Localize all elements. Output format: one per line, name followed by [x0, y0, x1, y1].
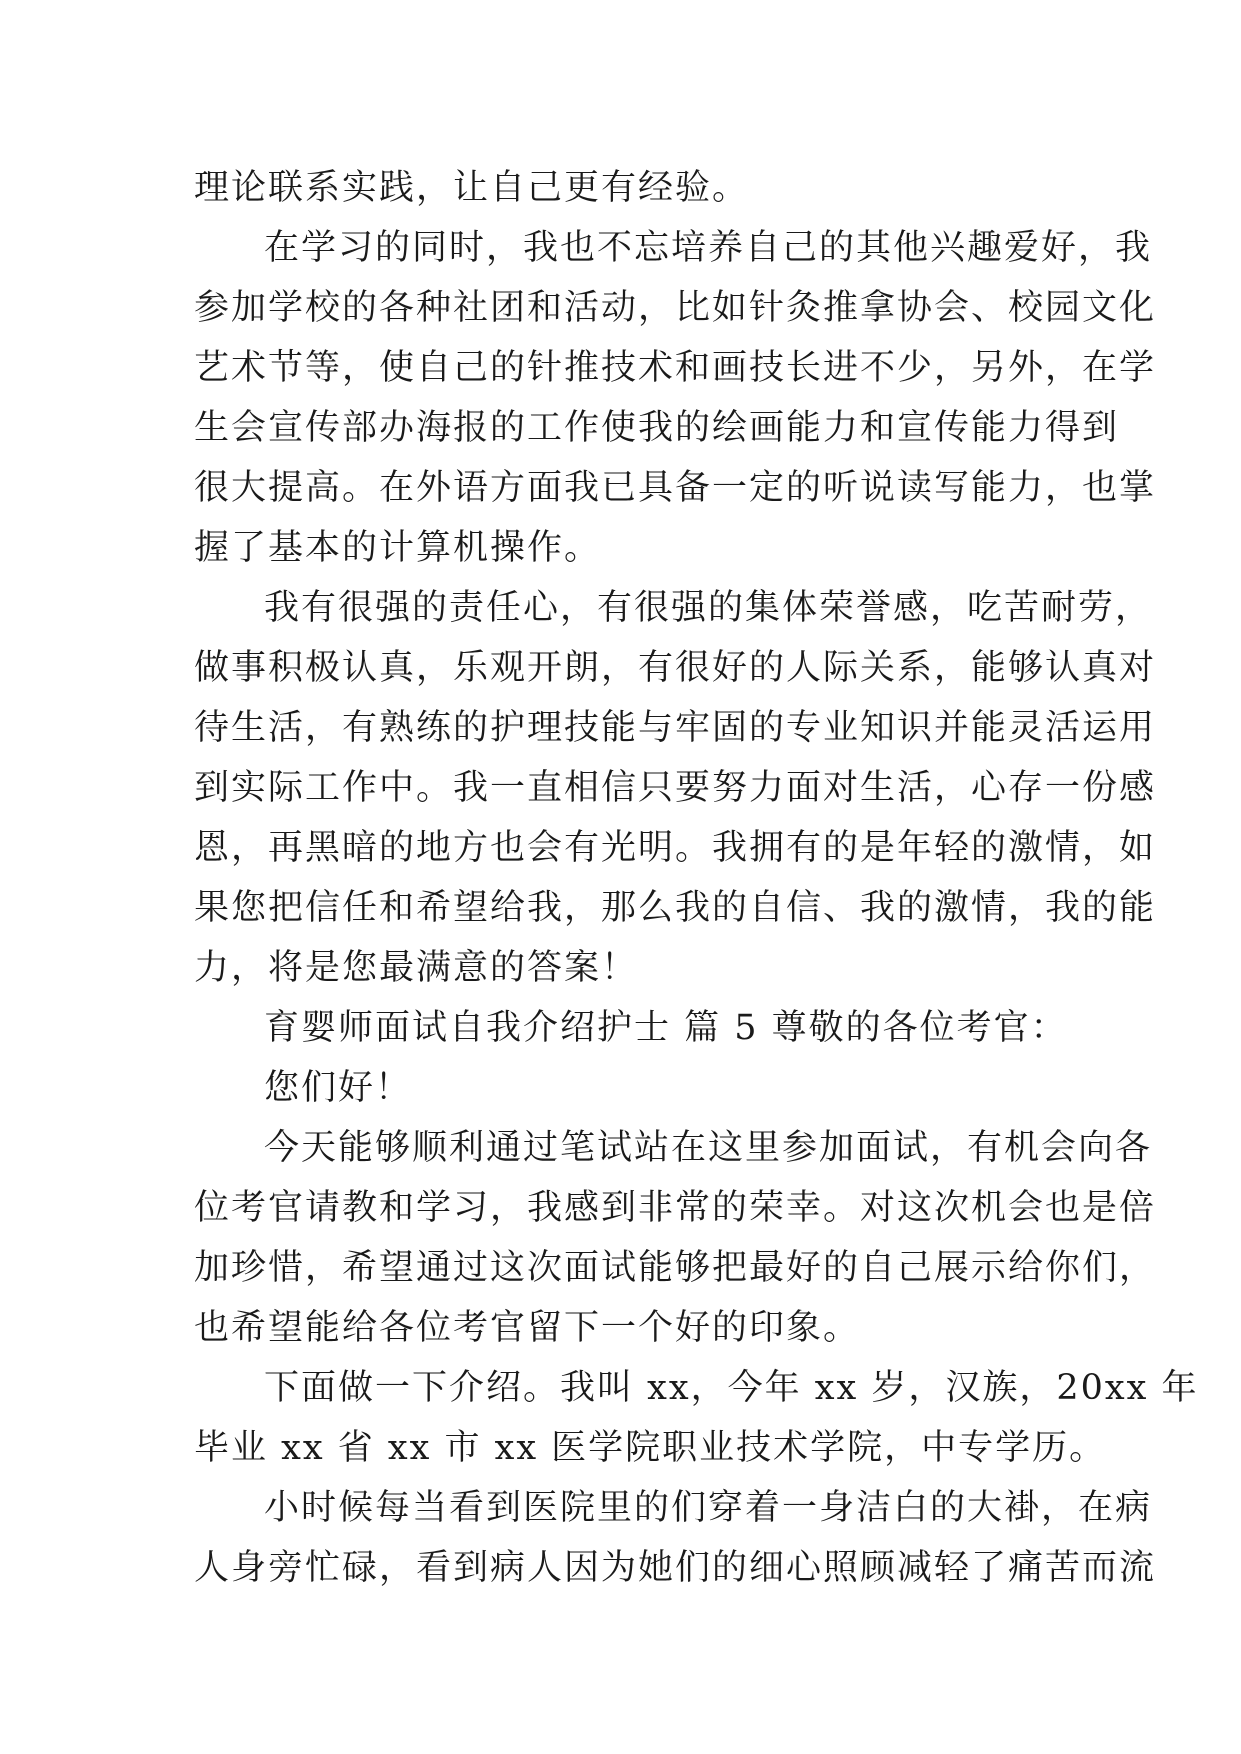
text-line: 果您把信任和希望给我，那么我的自信、我的激情，我的能 — [194, 888, 1157, 928]
text-line: 今天能够顺利通过笔试站在这里参加面试，有机会向各 — [264, 1128, 1153, 1168]
text-line: 位考官请教和学习，我感到非常的荣幸。对这次机会也是倍 — [194, 1188, 1157, 1228]
text-line: 您们好！ — [264, 1068, 413, 1108]
text-line: 也希望能给各位考官留下一个好的印象。 — [194, 1308, 861, 1348]
text-line: 到实际工作中。我一直相信只要努力面对生活，心存一份感 — [194, 768, 1157, 808]
text-line: 毕业 xx 省 xx 市 xx 医学院职业技术学院，中专学历。 — [194, 1428, 1107, 1468]
text-line: 做事积极认真，乐观开朗，有很好的人际关系，能够认真对 — [194, 648, 1157, 688]
text-line: 加珍惜，希望通过这次面试能够把最好的自己展示给你们， — [194, 1248, 1157, 1288]
text-line: 艺术节等，使自己的针推技术和画技长进不少，另外，在学 — [194, 348, 1157, 388]
text-line: 待生活，有熟练的护理技能与牢固的专业知识并能灵活运用 — [194, 708, 1157, 748]
text-line: 育婴师面试自我介绍护士 篇 5 尊敬的各位考官： — [264, 1008, 1068, 1048]
text-line: 下面做一下介绍。我叫 xx，今年 xx 岁，汉族，20xx 年 — [264, 1368, 1199, 1408]
text-line: 握了基本的计算机操作。 — [194, 528, 602, 568]
text-line: 生会宣传部办海报的工作使我的绘画能力和宣传能力得到 — [194, 408, 1120, 448]
text-line: 力，将是您最满意的答案！ — [194, 948, 639, 988]
text-line: 在学习的同时，我也不忘培养自己的其他兴趣爱好，我 — [264, 228, 1153, 268]
text-line: 人身旁忙碌，看到病人因为她们的细心照顾减轻了痛苦而流 — [194, 1548, 1157, 1588]
text-line: 理论联系实践，让自己更有经验。 — [194, 168, 750, 208]
text-line: 参加学校的各种社团和活动，比如针灸推拿协会、校园文化 — [194, 288, 1157, 328]
text-line: 我有很强的责任心，有很强的集体荣誉感，吃苦耐劳， — [264, 588, 1153, 628]
text-line: 很大提高。在外语方面我已具备一定的听说读写能力，也掌 — [194, 468, 1157, 508]
document-body — [194, 158, 1199, 1598]
text-line: 小时候每当看到医院里的们穿着一身洁白的大褂，在病 — [264, 1488, 1153, 1528]
text-line: 恩，再黑暗的地方也会有光明。我拥有的是年轻的激情，如 — [194, 828, 1157, 868]
